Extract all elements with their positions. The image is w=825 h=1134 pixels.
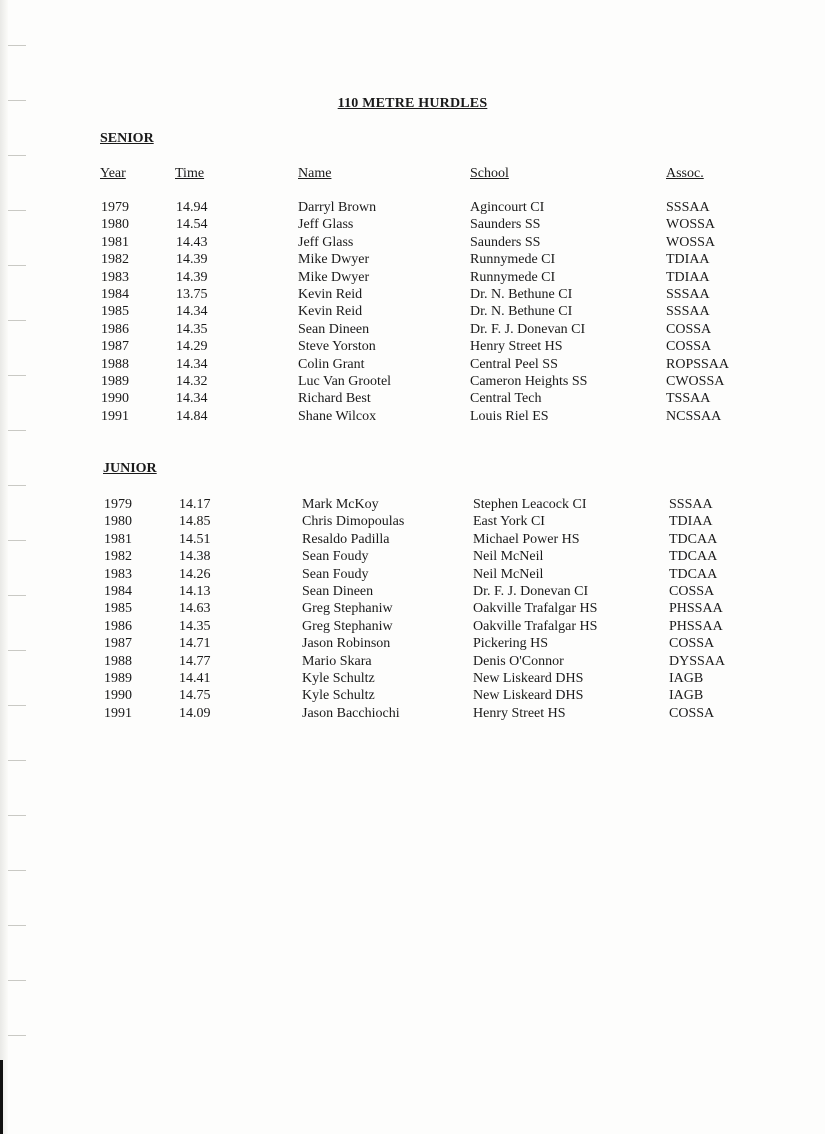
year-cell: 1990: [101, 391, 129, 407]
assoc-cell: CWOSSA: [666, 373, 725, 389]
time-cell: 14.26: [179, 566, 211, 582]
time-cell: 13.75: [176, 286, 208, 302]
punch-mark: [8, 45, 26, 46]
assoc-cell: TDIAA: [666, 252, 710, 268]
time-cell: 14.35: [179, 618, 211, 634]
name-cell: Sean Foudy: [302, 566, 369, 582]
school-cell: Dr. N. Bethune CI: [470, 286, 573, 302]
year-cell: 1987: [101, 339, 129, 355]
time-cell: 14.85: [179, 514, 211, 530]
year-cell: 1989: [101, 373, 129, 389]
time-cell: 14.13: [179, 583, 211, 599]
punch-mark: [8, 375, 26, 376]
name-cell: Mike Dwyer: [298, 252, 370, 268]
time-cell: 14.17: [179, 497, 211, 512]
time-cell: 14.94: [176, 200, 208, 215]
year-cell: 1979: [101, 200, 129, 215]
name-cell: Chris Dimopoulas: [302, 514, 405, 530]
name-cell: Shane Wilcox: [298, 408, 377, 424]
year-cell: 1981: [104, 531, 132, 547]
name-cell: Kyle Schultz: [302, 670, 375, 686]
name-cell: Kevin Reid: [298, 286, 363, 302]
assoc-cell: COSSA: [666, 339, 712, 355]
assoc-cell: IAGB: [669, 688, 704, 704]
school-cell: Pickering HS: [473, 636, 549, 652]
year-cell: 1979: [104, 497, 132, 512]
time-cell: 14.39: [176, 269, 208, 285]
assoc-cell: COSSA: [669, 583, 715, 599]
assoc-cell: TDCAA: [669, 531, 718, 547]
punch-mark: [8, 595, 26, 596]
name-cell: Colin Grant: [298, 356, 365, 372]
school-cell: Oakville Trafalgar HS: [473, 601, 598, 617]
school-cell: Dr. F. J. Donevan CI: [473, 583, 589, 599]
year-cell: 1981: [101, 234, 129, 250]
time-cell: 14.43: [176, 234, 208, 250]
year-cell: 1987: [104, 636, 132, 652]
assoc-cell: WOSSA: [666, 234, 716, 250]
assoc-cell: TDCAA: [669, 566, 718, 582]
page-title: 110 METRE HURDLES: [337, 96, 488, 111]
scan-edge-mark: [0, 1060, 3, 1134]
punch-mark: [8, 925, 26, 926]
punch-mark: [8, 265, 26, 266]
school-cell: Neil McNeil: [473, 549, 544, 565]
year-cell: 1982: [101, 252, 129, 268]
time-cell: 14.41: [179, 670, 211, 686]
time-cell: 14.51: [179, 531, 211, 547]
school-cell: Louis Riel ES: [470, 408, 549, 424]
school-cell: New Liskeard DHS: [473, 688, 584, 704]
year-cell: 1980: [101, 217, 129, 233]
name-cell: Jeff Glass: [298, 234, 354, 250]
year-cell: 1982: [104, 549, 132, 565]
name-cell: Jason Robinson: [302, 636, 391, 652]
punch-mark: [8, 485, 26, 486]
school-cell: Oakville Trafalgar HS: [473, 618, 598, 634]
name-cell: Resaldo Padilla: [302, 531, 390, 547]
time-cell: 14.39: [176, 252, 208, 268]
punch-mark: [8, 1035, 26, 1036]
assoc-cell: TDCAA: [669, 549, 718, 565]
name-cell: Sean Dineen: [302, 583, 374, 599]
name-cell: Mario Skara: [302, 653, 372, 669]
punch-mark: [8, 650, 26, 651]
time-cell: 14.32: [176, 373, 208, 389]
time-cell: 14.09: [179, 705, 211, 721]
year-cell: 1984: [104, 583, 132, 599]
school-cell: Dr. F. J. Donevan CI: [470, 321, 586, 337]
name-cell: Greg Stephaniw: [302, 601, 393, 617]
punch-mark: [8, 155, 26, 156]
name-cell: Sean Dineen: [298, 321, 370, 337]
assoc-cell: ROPSSAA: [666, 356, 730, 372]
punch-mark: [8, 980, 26, 981]
year-cell: 1980: [104, 514, 132, 530]
school-cell: Runnymede CI: [470, 269, 556, 285]
punch-mark: [8, 210, 26, 211]
time-cell: 14.54: [176, 217, 208, 233]
year-cell: 1991: [104, 705, 132, 721]
assoc-cell: COSSA: [669, 705, 715, 721]
punch-mark: [8, 705, 26, 706]
name-cell: Sean Foudy: [302, 549, 369, 565]
assoc-cell: WOSSA: [666, 217, 716, 233]
school-cell: Runnymede CI: [470, 252, 556, 268]
time-cell: 14.34: [176, 356, 208, 372]
time-cell: 14.38: [179, 549, 211, 565]
year-cell: 1990: [104, 688, 132, 704]
assoc-cell: IAGB: [669, 670, 704, 686]
school-cell: Agincourt CI: [470, 200, 545, 215]
time-cell: 14.77: [179, 653, 211, 669]
header-assoc: Assoc.: [666, 166, 704, 181]
name-cell: Darryl Brown: [298, 200, 377, 215]
year-cell: 1989: [104, 670, 132, 686]
year-cell: 1985: [104, 601, 132, 617]
school-cell: Central Tech: [470, 391, 542, 407]
year-cell: 1991: [101, 408, 129, 424]
school-cell: Neil McNeil: [473, 566, 544, 582]
year-cell: 1984: [101, 286, 129, 302]
year-cell: 1985: [101, 304, 129, 320]
assoc-cell: DYSSAA: [669, 653, 726, 669]
assoc-cell: TDIAA: [666, 269, 710, 285]
year-cell: 1986: [101, 321, 129, 337]
name-cell: Mike Dwyer: [298, 269, 370, 285]
year-cell: 1988: [101, 356, 129, 372]
assoc-cell: COSSA: [669, 636, 715, 652]
school-cell: East York CI: [473, 514, 545, 530]
year-cell: 1983: [101, 269, 129, 285]
time-cell: 14.35: [176, 321, 208, 337]
punch-mark: [8, 430, 26, 431]
name-cell: Richard Best: [298, 391, 371, 407]
school-cell: Dr. N. Bethune CI: [470, 304, 573, 320]
school-cell: Denis O'Connor: [473, 653, 564, 669]
header-school: School: [470, 166, 509, 181]
school-cell: Stephen Leacock CI: [473, 497, 587, 512]
assoc-cell: SSSAA: [666, 200, 710, 215]
name-cell: Mark McKoy: [302, 497, 379, 512]
binder-edge: [0, 0, 8, 1134]
name-cell: Greg Stephaniw: [302, 618, 393, 634]
time-cell: 14.29: [176, 339, 208, 355]
assoc-cell: SSSAA: [666, 304, 710, 320]
name-cell: Kyle Schultz: [302, 688, 375, 704]
name-cell: Kevin Reid: [298, 304, 363, 320]
punch-mark: [8, 870, 26, 871]
header-year: Year: [100, 166, 126, 181]
time-cell: 14.34: [176, 391, 208, 407]
assoc-cell: COSSA: [666, 321, 712, 337]
header-time: Time: [175, 166, 205, 181]
school-cell: Central Peel SS: [470, 356, 558, 372]
time-cell: 14.75: [179, 688, 211, 704]
school-cell: Cameron Heights SS: [470, 373, 588, 389]
time-cell: 14.84: [176, 408, 208, 424]
assoc-cell: TDIAA: [669, 514, 713, 530]
school-cell: Saunders SS: [470, 234, 541, 250]
junior-heading: JUNIOR: [103, 461, 157, 476]
year-cell: 1983: [104, 566, 132, 582]
assoc-cell: PHSSAA: [669, 618, 723, 634]
assoc-cell: SSSAA: [666, 286, 710, 302]
assoc-cell: PHSSAA: [669, 601, 723, 617]
name-cell: Steve Yorston: [298, 339, 376, 355]
name-cell: Jason Bacchiochi: [302, 705, 400, 721]
time-cell: 14.34: [176, 304, 208, 320]
punch-mark: [8, 320, 26, 321]
year-cell: 1986: [104, 618, 132, 634]
name-cell: Luc Van Grootel: [298, 373, 392, 389]
school-cell: Henry Street HS: [473, 705, 566, 721]
assoc-cell: NCSSAA: [666, 408, 722, 424]
punch-mark: [8, 760, 26, 761]
school-cell: Saunders SS: [470, 217, 541, 233]
senior-heading: SENIOR: [100, 131, 154, 146]
year-cell: 1988: [104, 653, 132, 669]
time-cell: 14.63: [179, 601, 211, 617]
assoc-cell: TSSAA: [666, 391, 711, 407]
time-cell: 14.71: [179, 636, 211, 652]
punch-mark: [8, 540, 26, 541]
assoc-cell: SSSAA: [669, 497, 713, 512]
punch-mark: [8, 815, 26, 816]
header-name: Name: [298, 166, 332, 181]
school-cell: Michael Power HS: [473, 531, 580, 547]
name-cell: Jeff Glass: [298, 217, 354, 233]
school-cell: Henry Street HS: [470, 339, 563, 355]
school-cell: New Liskeard DHS: [473, 670, 584, 686]
